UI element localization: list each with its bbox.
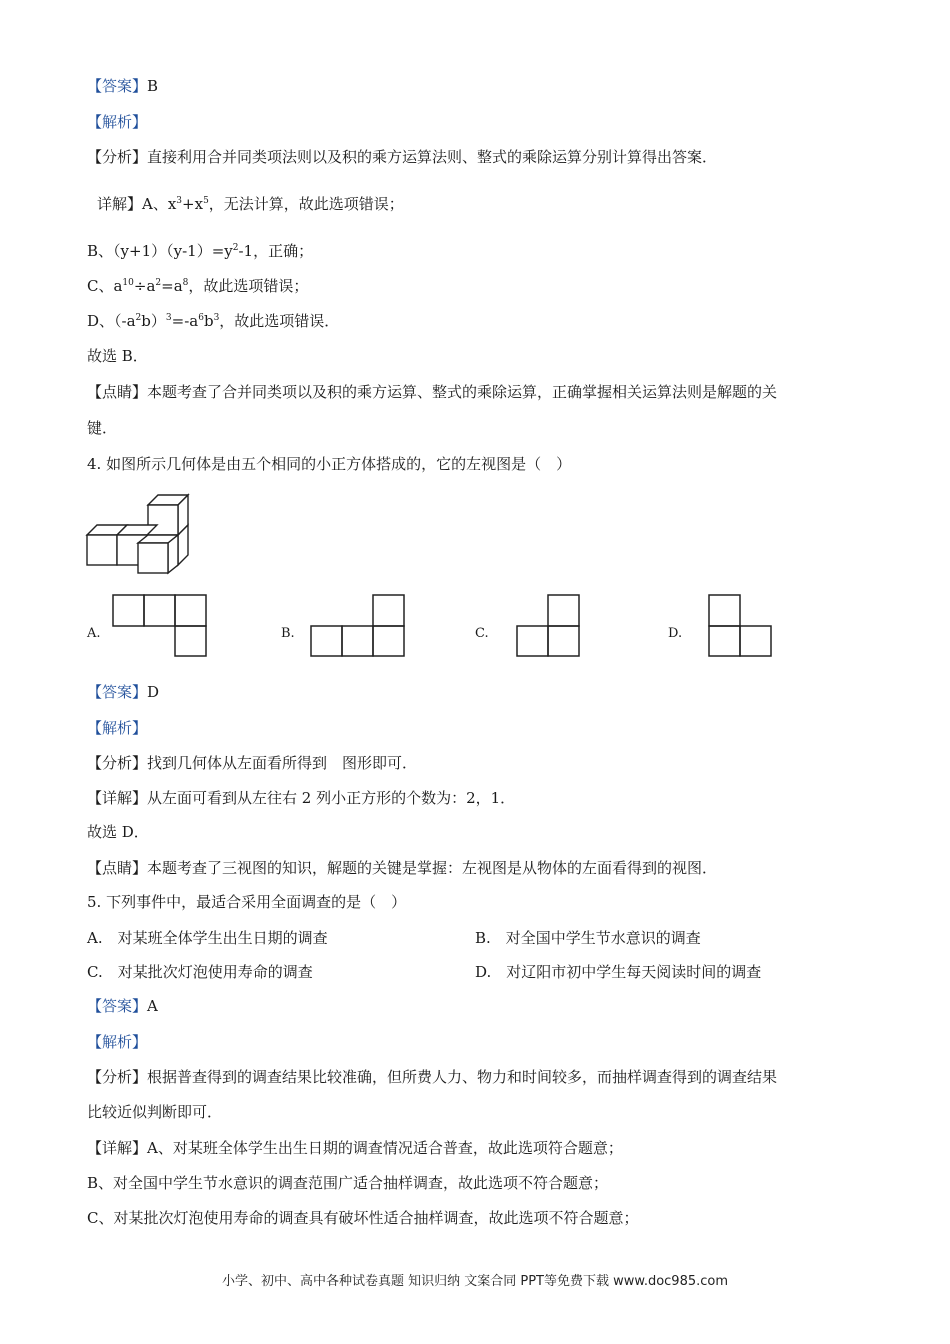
q4-option-d-figure [707, 593, 774, 658]
q3-detail-a: 详解】A、$x^3+x^5$，无法计算，故此选项错误； [97, 195, 404, 213]
q5-stem: 5. 下列事件中，最适合采用全面调查的是（ ） [87, 893, 407, 911]
q4-option-a-label: A. [87, 626, 101, 641]
q4-option-b-label: B. [281, 626, 295, 641]
q4-fenxi: 【分析】找到几何体从左面看所得到 图形即可． [87, 754, 418, 772]
q4-choose: 故选 D． [87, 823, 149, 841]
q5-fenxi-cont: 比较近似判断即可． [87, 1103, 223, 1121]
answer-tag: 【答案】 [87, 77, 148, 95]
q3-choose: 故选 B． [87, 347, 148, 365]
q4-stem: 4. 如图所示几何体是由五个相同的小正方体搭成的，它的左视图是（ ） [87, 455, 572, 473]
q3-detail-c: C、$a^{10}\div a^2=a^8$，故此选项错误； [87, 277, 309, 295]
page-footer: 小学、初中、高中各种试卷真题 知识归纳 文案合同 PPT等免费下载 www.doc985.com [221, 1274, 729, 1289]
q5-detail-c: C、对某批次灯泡使用寿命的调查具有破坏性适合抽样调查，故此选项不符合题意； [87, 1209, 639, 1227]
q5-option-a: A. 对某班全体学生出生日期的调查 [87, 929, 328, 947]
q3-dianjing: 【点睛】本题考查了合并同类项以及积的乘方运算、整式的乘除运算，正确掌握相关运算法则是解题的关 [87, 383, 778, 401]
q3-detail-b: B、$(y+1)(y-1)=y^2-1$，正确； [87, 242, 314, 260]
q5-fenxi: 【分析】根据普查得到的调查结果比较准确，但所费人力、物力和时间较多，而抽样调查得到的调查结果 [87, 1068, 778, 1086]
q4-dianjing: 【点睛】本题考查了三视图的知识，解题的关键是掌握：左视图是从物体的左面看得到的视图． [87, 859, 718, 877]
q4-answer: 【答案】D [87, 683, 160, 701]
q3-fenxi [87, 147, 717, 167]
q5-answer: 【答案】A [87, 997, 158, 1015]
q4-detail: 【详解】从左面可看到从左往右 2 列小正方形的个数为：2，1． [87, 789, 516, 807]
answer-value: B [147, 77, 159, 95]
q4-option-b-figure [309, 593, 407, 658]
q5-option-d: D. 对辽阳市初中学生每天阅读时间的调查 [475, 963, 762, 981]
q3-answer [87, 76, 158, 96]
q4-analysis-tag: 【解析】 [87, 719, 148, 737]
q4-option-c-figure [515, 593, 582, 658]
fenxi-text: 直接利用合并同类项法则以及积的乘方运算法则、整式的乘除运算分别计算得出答案． [147, 148, 718, 166]
q5-detail-b: B、对全国中学生节水意识的调查范围广适合抽样调查，故此选项不符合题意； [87, 1174, 609, 1192]
q4-option-a-figure [111, 593, 209, 658]
q5-detail-a: 【详解】A、对某班全体学生出生日期的调查情况适合普查，故此选项符合题意； [87, 1139, 623, 1157]
q4-option-c-label: C. [475, 626, 489, 641]
q5-option-c: C. 对某批次灯泡使用寿命的调查 [87, 963, 313, 981]
q3-dianjing-cont: 键． [87, 419, 118, 437]
solid-figure [85, 492, 195, 578]
q5-analysis-tag: 【解析】 [87, 1033, 148, 1051]
q5-option-b: B. 对全国中学生节水意识的调查 [475, 929, 701, 947]
q4-option-d-label: D. [668, 626, 683, 641]
fenxi-tag: 【分析】 [87, 148, 148, 166]
q3-analysis-tag: 【解析】 [87, 113, 148, 131]
q3-detail-d: D、$(-a^2b)^3=-a^6b^3$，故此选项错误． [87, 312, 340, 330]
